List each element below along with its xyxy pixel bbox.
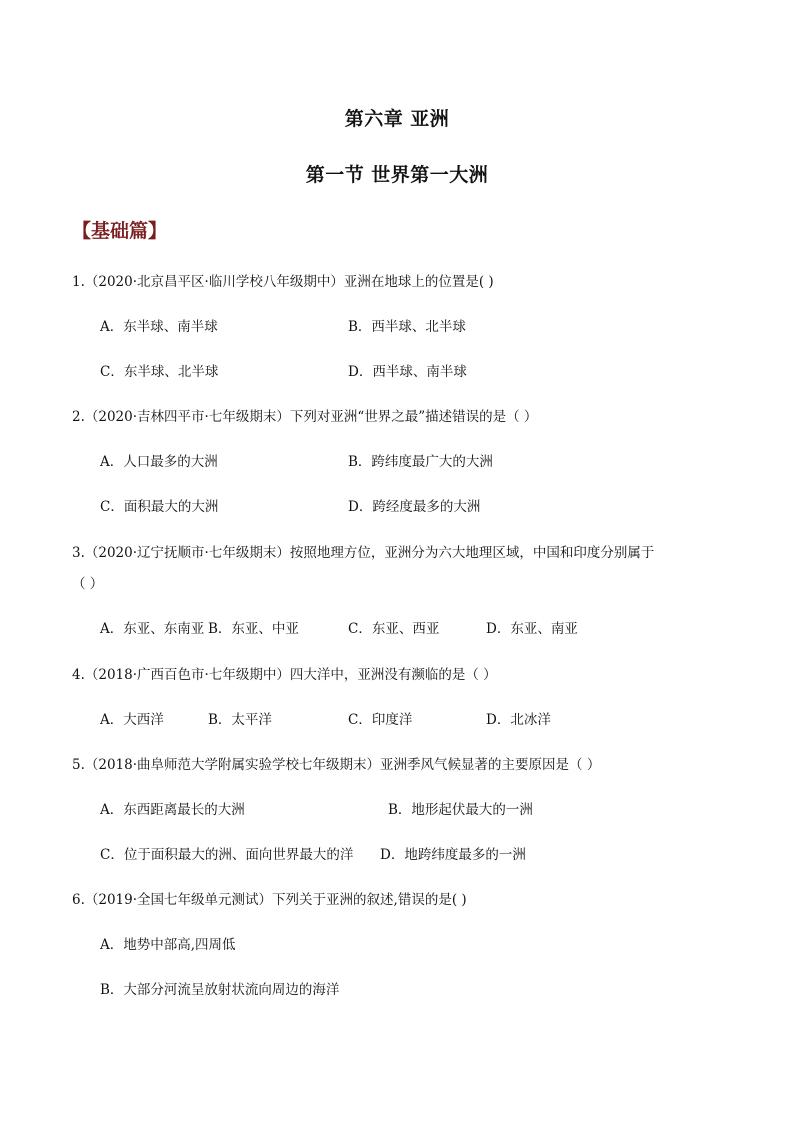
question-2-option-c[interactable]: C．面积最大的大洲	[100, 499, 219, 515]
question-1-option-a[interactable]: A．东半球、南半球	[100, 319, 218, 335]
question-3-option-a[interactable]: A．东亚、东南亚	[100, 621, 205, 637]
question-3-stem-continued: （ ）	[72, 576, 104, 592]
question-5-stem: 5.（2018·曲阜师范大学附属实验学校七年级期末）亚洲季风气候显著的主要原因是（ ）	[72, 757, 601, 773]
question-1-option-b[interactable]: B．西半球、北半球	[348, 319, 466, 335]
question-6-option-b[interactable]: B．大部分河流呈放射状流向周边的海洋	[100, 982, 340, 998]
question-4-option-c[interactable]: C．印度洋	[348, 712, 413, 728]
question-2-option-d[interactable]: D．跨经度最多的大洲	[348, 499, 481, 515]
question-1-option-d[interactable]: D．西半球、南半球	[348, 364, 467, 380]
question-2-option-b[interactable]: B．跨纬度最广大的大洲	[348, 454, 493, 470]
question-3-option-b[interactable]: B．东亚、中亚	[208, 621, 299, 637]
question-2-stem: 2.（2020·吉林四平市·七年级期末）下列对亚洲“世界之最”描述错误的是（ ）	[72, 409, 538, 425]
chapter-title: 第六章 亚洲	[344, 108, 450, 130]
question-4-option-b[interactable]: B．太平洋	[208, 712, 272, 728]
question-1-option-c[interactable]: C．东半球、北半球	[100, 364, 219, 380]
question-6-stem: 6.（2019·全国七年级单元测试）下列关于亚洲的叙述,错误的是( )	[72, 892, 467, 908]
question-2-option-a[interactable]: A．人口最多的大洲	[100, 454, 218, 470]
question-3-stem: 3.（2020·辽宁抚顺市·七年级期末）按照地理方位，亚洲分为六大地理区域，中国和印度分别属于	[72, 545, 655, 561]
question-4-option-d[interactable]: D．北冰洋	[486, 712, 551, 728]
question-5-option-c[interactable]: C．位于面积最大的洲、面向世界最大的洋	[100, 847, 354, 863]
section-label: 【基础篇】	[72, 220, 168, 242]
question-3-option-c[interactable]: C．东亚、西亚	[348, 621, 440, 637]
question-3-option-d[interactable]: D．东亚、南亚	[486, 621, 578, 637]
question-5-option-d[interactable]: D．地跨纬度最多的一洲	[380, 847, 526, 863]
question-4-option-a[interactable]: A．大西洋	[100, 712, 164, 728]
question-1-stem: 1.（2020·北京昌平区·临川学校八年级期中）亚洲在地球上的位置是( )	[72, 274, 494, 290]
question-5-option-b[interactable]: B．地形起伏最大的一洲	[388, 802, 533, 818]
question-6-option-a[interactable]: A．地势中部高,四周低	[100, 937, 236, 953]
section-title: 第一节 世界第一大洲	[305, 164, 489, 186]
question-4-stem: 4.（2018·广西百色市·七年级期中）四大洋中，亚洲没有濒临的是（ ）	[72, 667, 497, 683]
question-5-option-a[interactable]: A．东西距离最长的大洲	[100, 802, 245, 818]
